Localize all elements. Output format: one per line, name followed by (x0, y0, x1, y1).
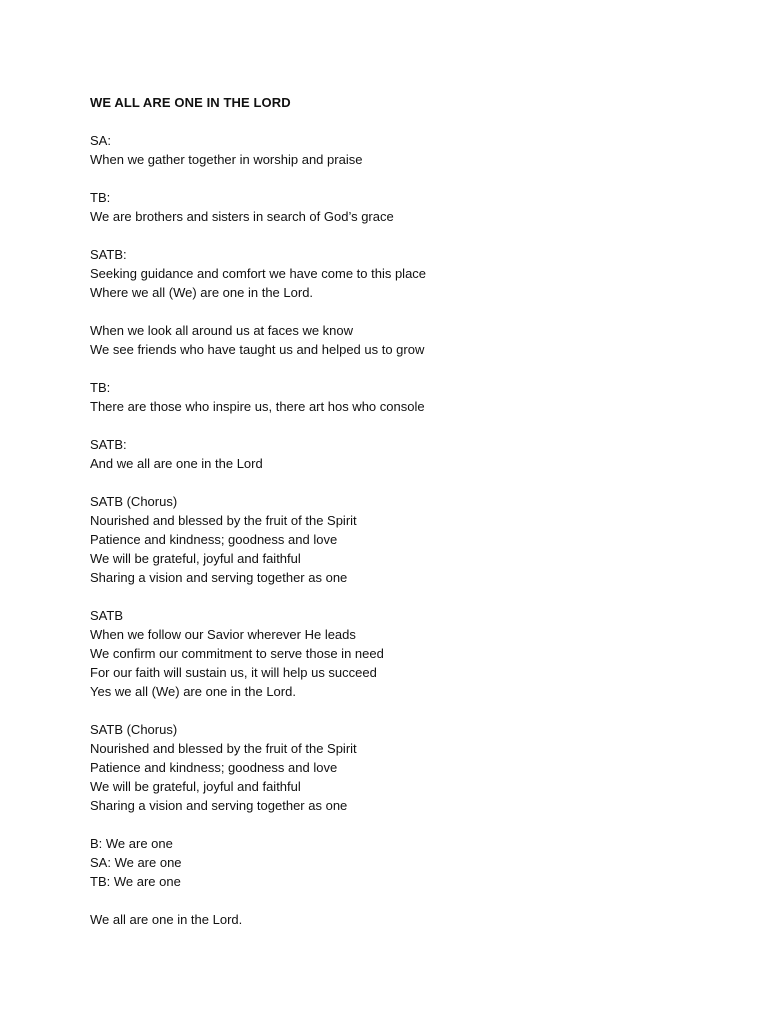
lyric-line: Seeking guidance and comfort we have come to this place (90, 266, 427, 281)
lyric-line: B: We are one (90, 836, 173, 851)
lyric-line: Sharing a vision and serving together as one (90, 570, 348, 585)
voice-part-label: SATB: (90, 247, 127, 262)
lyric-line: When we gather together in worship and praise (90, 152, 363, 167)
lyric-line: Patience and kindness; goodness and love (90, 760, 338, 775)
voice-part-label: SATB: (90, 437, 127, 452)
lyric-line: When we look all around us at faces we know (90, 323, 354, 338)
song-title: WE ALL ARE ONE IN THE LORD (90, 95, 291, 110)
lyric-line: Where we all (We) are one in the Lord. (90, 285, 314, 300)
lyric-line: Patience and kindness; goodness and love (90, 532, 338, 547)
lyric-line: TB: We are one (90, 874, 181, 889)
lyrics-page (90, 93, 730, 948)
lyric-stanza (90, 245, 730, 302)
lyric-stanza (90, 321, 730, 359)
lyric-line: There are those who inspire us, there art hos who console (90, 399, 425, 414)
lyric-line: SA: We are one (90, 855, 182, 870)
lyric-stanza (90, 492, 730, 587)
lyric-stanza (90, 378, 730, 416)
voice-part-label: SATB (90, 608, 123, 623)
lyrics-body (90, 131, 730, 929)
lyric-line: Yes we all (We) are one in the Lord. (90, 684, 296, 699)
lyric-stanza (90, 720, 730, 815)
voice-part-label: TB: (90, 380, 111, 395)
voice-part-label: SATB (Chorus) (90, 494, 178, 509)
lyric-stanza (90, 910, 730, 929)
lyric-line: We will be grateful, joyful and faithful (90, 551, 301, 566)
lyric-stanza (90, 606, 730, 701)
lyric-line: We see friends who have taught us and helped us to grow (90, 342, 425, 357)
lyric-line: We are brothers and sisters in search of God’s grace (90, 209, 394, 224)
lyric-stanza (90, 131, 730, 169)
lyric-stanza (90, 188, 730, 226)
lyric-stanza (90, 435, 730, 473)
lyric-line: We will be grateful, joyful and faithful (90, 779, 301, 794)
lyric-line: We all are one in the Lord. (90, 912, 243, 927)
lyric-stanza (90, 834, 730, 891)
lyric-line: Nourished and blessed by the fruit of the Spirit (90, 513, 357, 528)
lyric-line: When we follow our Savior wherever He leads (90, 627, 356, 642)
lyric-line: Nourished and blessed by the fruit of the Spirit (90, 741, 357, 756)
lyric-line: For our faith will sustain us, it will help us succeed (90, 665, 377, 680)
voice-part-label: SATB (Chorus) (90, 722, 178, 737)
voice-part-label: SA: (90, 133, 111, 148)
lyric-line: And we all are one in the Lord (90, 456, 263, 471)
voice-part-label: TB: (90, 190, 111, 205)
lyric-line: We confirm our commitment to serve those in need (90, 646, 384, 661)
lyric-line: Sharing a vision and serving together as one (90, 798, 348, 813)
